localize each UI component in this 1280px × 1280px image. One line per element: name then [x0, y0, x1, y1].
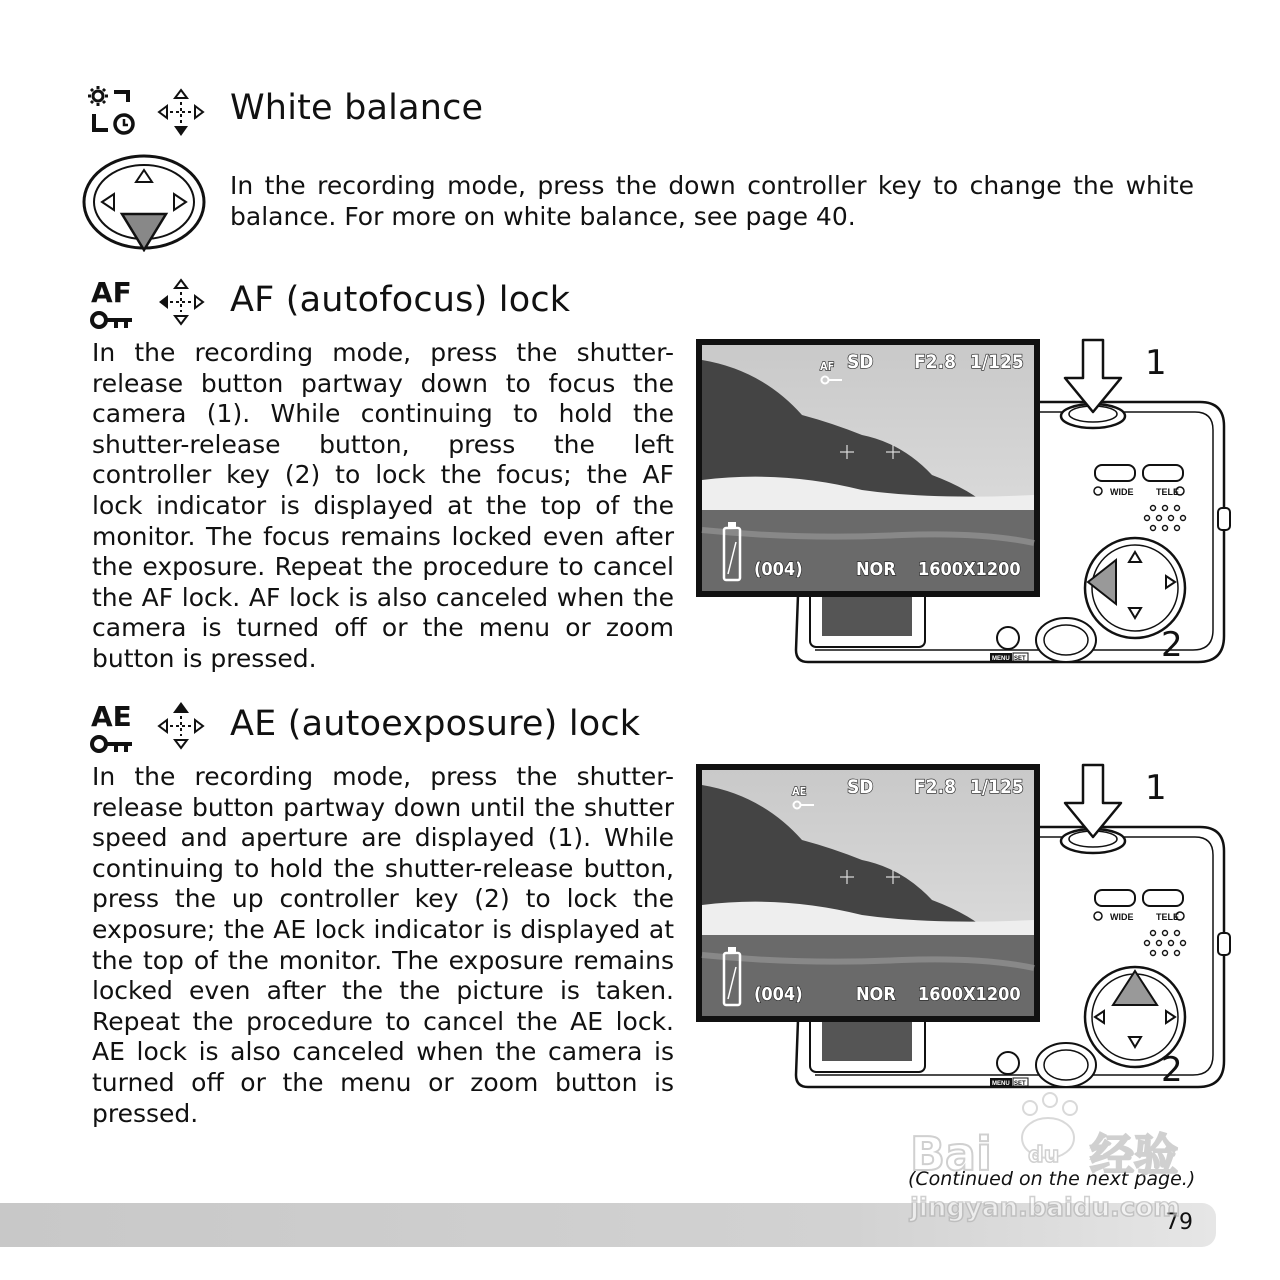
osd-aperture: F2.8 [914, 351, 956, 373]
af-lock-text: In the recording mode, press the shutter-release button partway down to focus the camera (1). While continuing to hold the shutter-release button, press the left controller key (2) to lock the focus; the AF lock indicator is displayed at the top of the monitor. The focus remains locked even after the exposure. Repeat the procedure to cancel the AF lock. AF lock is also canceled when the camera is turned off or the menu or zoom button is pressed. [92, 338, 674, 673]
osd-shutter: 1/125 [970, 351, 1024, 373]
ae-step-1: 1 [1145, 768, 1167, 808]
osd-compression-2: NOR [856, 984, 896, 1005]
watermark-brand-du: du [1028, 1143, 1060, 1168]
osd-quality: SD [847, 351, 874, 373]
menu-label-2: MENU [992, 1081, 1010, 1087]
baidu-watermark [900, 1090, 1210, 1230]
osd-shutter-2: 1/125 [970, 776, 1024, 798]
osd-resolution-2: 1600X1200 [918, 984, 1021, 1005]
af-lock-mode-icon [88, 276, 138, 332]
white-balance-mode-icon [88, 86, 136, 138]
af-step-2: 2 [1161, 625, 1183, 665]
watermark-sub: 经验 [1090, 1130, 1178, 1181]
ae-lock-camera-illustration [690, 755, 1235, 1095]
ae-lock-text: In the recording mode, press the shutter-release button partway down until the shutter speed and aperture are displayed (1). While continuing to hold the shutter-release button, press the up controller key (2) to lock the exposure; the AE lock indicator is displayed at the top of the monitor. The exposure remains locked even after the the picture is taken. Repeat the procedure to cancel the AE lock. AE lock is also canceled when the camera is turned off or the menu or zoom button is pressed. [92, 762, 674, 1128]
controller-left-icon [155, 276, 207, 328]
menu-label: MENU [992, 656, 1010, 662]
ae-step-2: 2 [1161, 1050, 1183, 1090]
af-lock-title: AF (autofocus) lock [230, 280, 571, 320]
wide-label: WIDE [1110, 487, 1134, 497]
controller-down-icon [155, 86, 207, 138]
tele-label: TELE [1156, 487, 1180, 497]
af-lock-icon-label: AF [91, 276, 132, 309]
af-lock-indicator: AF [820, 360, 835, 373]
osd-quality-2: SD [847, 776, 874, 798]
ae-lock-indicator: AE [792, 785, 807, 798]
af-step-1: 1 [1145, 343, 1167, 383]
continued-note: (Continued on the next page.) [908, 1168, 1196, 1190]
watermark-brand: Bai [910, 1127, 992, 1181]
set-label: SET [1014, 656, 1026, 662]
ae-lock-mode-icon [88, 700, 138, 756]
osd-resolution: 1600X1200 [918, 559, 1021, 580]
osd-frames: (004) [754, 559, 803, 580]
osd-compression: NOR [856, 559, 896, 580]
white-balance-title: White balance [230, 88, 484, 128]
set-label-2: SET [1014, 1081, 1026, 1087]
controller-up-icon [155, 700, 207, 752]
af-lock-camera-illustration [690, 330, 1235, 670]
wide-label-2: WIDE [1110, 912, 1134, 922]
page-number: 79 [1165, 1210, 1193, 1235]
ae-lock-title: AE (autoexposure) lock [230, 704, 641, 744]
watermark-url: jingyan.baidu.com [910, 1193, 1181, 1223]
controller-down-key-icon [80, 152, 208, 252]
tele-label-2: TELE [1156, 912, 1180, 922]
ae-lock-icon-label: AE [91, 700, 132, 733]
white-balance-text: In the recording mode, press the down controller key to change the white balance. For more on white balance, see page 40. [230, 171, 1194, 231]
osd-aperture-2: F2.8 [914, 776, 956, 798]
osd-frames-2: (004) [754, 984, 803, 1005]
